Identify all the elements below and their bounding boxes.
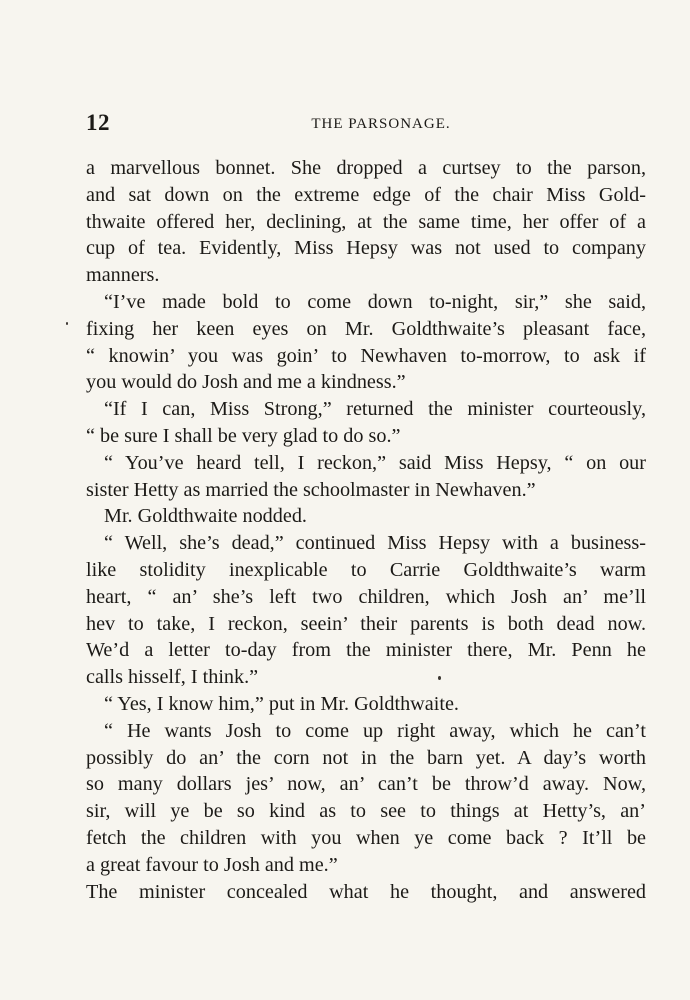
text-line: thwaite offered her, declining, at the same time, her offer of a [86, 210, 646, 233]
text-line: “ knowin’ you was goin’ to Newhaven to-morrow, to ask if [86, 344, 646, 367]
text-line: you would do Josh and me a kindness.” [86, 371, 406, 394]
text-line: Mr. Goldthwaite nodded. [104, 505, 307, 528]
text-line: “ Yes, I know him,” put in Mr. Goldthwaite. [104, 692, 459, 715]
text-line: sir, will ye be so kind as to see to things at Hetty’s, an’ [86, 800, 646, 823]
text-line: “ Well, she’s dead,” continued Miss Hepsy with a business- [104, 532, 646, 555]
text-line: The minister concealed what he thought, and answered [86, 880, 646, 903]
text-line: “ You’ve heard tell, I reckon,” said Miss Hepsy, “ on our [104, 451, 646, 474]
text-line: “ be sure I shall be very glad to do so.” [86, 424, 401, 447]
body-text [86, 155, 646, 905]
text-line: and sat down on the extreme edge of the chair Miss Gold- [86, 183, 646, 206]
text-line: calls hisself, I think.” [86, 666, 259, 689]
text-line: sister Hetty as married the schoolmaster in Newhaven.” [86, 478, 536, 501]
text-line: a marvellous bonnet. She dropped a curtsey to the parson, [86, 157, 646, 179]
text-line: like stolidity inexplicable to Carrie Goldthwaite’s warm [86, 558, 646, 581]
text-line: We’d a letter to-day from the minister there, Mr. Penn he [86, 639, 646, 662]
ink-speck [66, 322, 68, 325]
page-number: 12 [86, 110, 110, 135]
text-line: hev to take, I reckon, seein’ their parents is both dead now. [86, 612, 646, 635]
text-line: “I’ve made bold to come down to-night, sir,” she said, [104, 290, 646, 313]
text-line: cup of tea. Evidently, Miss Hepsy was not used to company [86, 237, 646, 260]
running-head: THE PARSONAGE. [311, 116, 451, 132]
text-line: “If I can, Miss Strong,” returned the minister courteously, [104, 398, 646, 421]
page-header [86, 110, 646, 140]
text-line: possibly do an’ the corn not in the barn yet. A day’s worth [86, 746, 646, 769]
text-line: manners. [86, 264, 160, 287]
text-line: fixing her keen eyes on Mr. Goldthwaite’s pleasant face, [86, 317, 646, 340]
text-line: a great favour to Josh and me.” [86, 853, 338, 876]
ink-speck [438, 676, 441, 680]
text-line: so many dollars jes’ now, an’ can’t be throw’d away. Now, [86, 773, 646, 796]
text-line: heart, “ an’ she’s left two children, which Josh an’ me’ll [86, 585, 646, 608]
text-line: fetch the children with you when ye come back ? It’ll be [86, 826, 646, 849]
text-line: “ He wants Josh to come up right away, which he can’t [104, 719, 646, 742]
